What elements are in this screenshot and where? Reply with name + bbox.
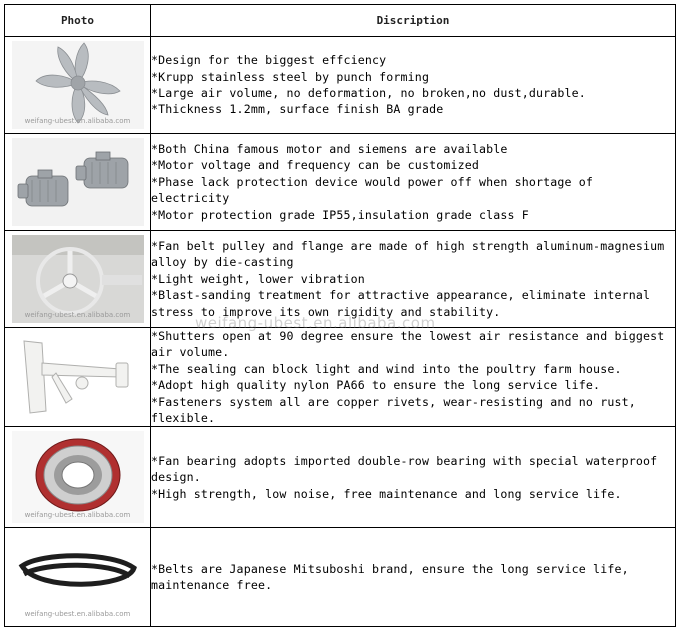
description-line: *Krupp stainless steel by punch forming: [151, 69, 430, 84]
description-cell: [151, 37, 676, 134]
table-row: [5, 37, 676, 134]
description-line: *Both China famous motor and siemens are available: [151, 141, 508, 156]
header-row: [5, 5, 676, 37]
photo-header: Photo: [5, 5, 151, 37]
table-row: [5, 528, 676, 627]
image-watermark: weifang-ubest.en.alibaba.com: [24, 311, 131, 319]
description-line: *Shutters open at 90 degree ensure the lowest air resistance and biggest air volume.: [151, 329, 665, 360]
motor-image: [12, 138, 144, 226]
fan-blade-image: [12, 41, 144, 129]
description-line: *Light weight, lower vibration: [151, 271, 365, 286]
description-line: *Large air volume, no deformation, no broken,no dust,durable.: [151, 86, 586, 100]
pulley-image: [12, 235, 144, 323]
photo-cell: [5, 231, 151, 328]
image-watermark: weifang-ubest.en.alibaba.com: [24, 511, 131, 520]
description-line: *High strength, low noise, free maintenance and long service life.: [151, 486, 622, 501]
spec-table: [4, 4, 676, 627]
description-line: *Fan bearing adopts imported double-row bearing with special waterproof design.: [151, 453, 658, 485]
description-header: Discription: [151, 5, 676, 37]
photo-cell: [5, 37, 151, 134]
description-line: *Motor voltage and frequency can be customized: [151, 158, 479, 173]
shutter-image: [12, 333, 144, 421]
image-watermark: weifang-ubest.en.alibaba.com: [24, 117, 131, 125]
description-line: *Motor protection grade IP55,insulation grade class F: [151, 207, 529, 222]
photo-cell: [5, 427, 151, 528]
description-cell: [151, 231, 676, 328]
table-row: [5, 427, 676, 528]
description-line: *Blast-sanding treatment for attractive appearance, eliminate internal stress to improve its own rigidity and stability.: [151, 288, 651, 319]
description-line: *Fasteners system all are copper rivets, wear-resisting and no rust, flexible.: [151, 394, 636, 426]
table-row: [5, 328, 676, 427]
description-cell: [151, 328, 676, 427]
description-line: *Thickness 1.2mm, surface finish BA grade: [151, 102, 444, 117]
description-cell: [151, 528, 676, 627]
description-cell: [151, 427, 676, 528]
description-line: *The sealing can block light and wind into the poultry farm house.: [151, 361, 622, 376]
description-line: *Adopt high quality nylon PA66 to ensure the long service life.: [151, 378, 601, 393]
table-row: [5, 134, 676, 231]
description-cell: [151, 134, 676, 231]
photo-cell: [5, 328, 151, 427]
table-row: [5, 231, 676, 328]
overlay-watermark: weifang-ubest.en.alibaba.com: [195, 314, 436, 332]
photo-cell: [5, 134, 151, 231]
description-line: *Design for the biggest effciency: [151, 53, 387, 68]
image-watermark: weifang-ubest.en.alibaba.com: [24, 610, 131, 619]
belt-image: [12, 532, 144, 622]
photo-cell: [5, 528, 151, 627]
description-line: *Phase lack protection device would power off when shortage of electricity: [151, 174, 594, 206]
description-line: *Fan belt pulley and flange are made of high strength aluminum-magnesium alloy by die-casting: [151, 238, 665, 270]
description-line: *Belts are Japanese Mitsuboshi brand, ensure the long service life, maintenance free.: [151, 562, 629, 593]
bearing-image: [12, 431, 144, 523]
